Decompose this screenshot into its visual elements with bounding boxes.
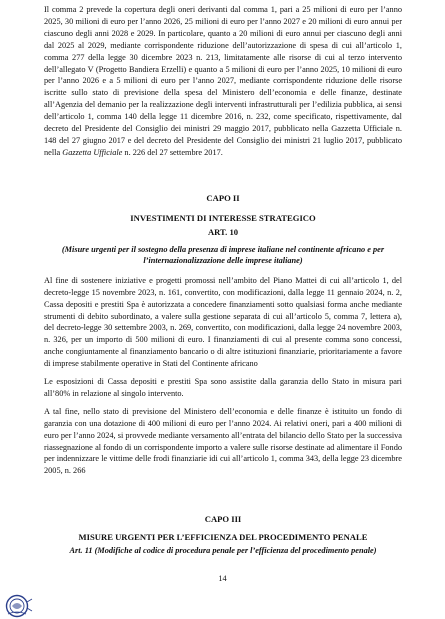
capo-iii-title: MISURE URGENTI PER L’EFFICIENZA DEL PROCEDIMENTO PENALE [78, 532, 368, 543]
capo-ii-title: INVESTIMENTI DI INTERESSE STRATEGICO [130, 212, 316, 223]
page-number: 14 [218, 574, 227, 583]
capo-iii-label: CAPO III [204, 514, 242, 525]
emblem-seal-icon [4, 594, 34, 618]
article-11-heading: Art. 11 (Modifiche al codice di procedura penale per l’efficienza del procedimento penale) [69, 546, 377, 556]
paragraph-piano-mattei: Al fine di sostenere iniziative e progetti promossi nell’ambito del Piano Mattei di cui all’articolo 1, del decreto-legge 15 novembre 2023, n. 161, convertito, con modificazioni, dalla legge 11 gennaio 2024, n. 2, Cassa depositi e prestiti Spa è autorizzata a concedere finanziamenti sotto qualsiasi forma anche mediante strumenti di debito subordinato, a valere sulla gestione separata di cui all’articolo 5, comma 7, lettera a), del decreto-legge 30 settembre 2003, n. 269, convertito, con modificazioni, dalla legge 24 novembre 2003, n. 326, per un importo di 500 milioni di euro. I finanziamenti di cui al presente comma sono concessi, anche congiuntamente al finanziamento bancario o di altre istituzioni finanziarie, prioritariamente a favore di imprese stabilmente operative in Stati del Continente africano [44, 275, 402, 369]
paragraph-text-end: n. 226 del 27 settembre 2017. [122, 147, 223, 157]
page-content [44, 4, 402, 557]
paragraph-copertura-oneri [44, 4, 402, 159]
paragraph-garanzia-stato: Le esposizioni di Cassa depositi e prestiti Spa sono assistite dalla garanzia dello Stato in misura pari all’80% in relazione al singolo intervento. [44, 377, 402, 398]
paragraph-fondo-garanzia: A tal fine, nello stato di previsione del Ministero dell’economia e delle finanze è istituito un fondo di garanzia con una dotazione di 400 milioni di euro per l’anno 2024. Ai relativi oneri, pari a 400 milioni di euro per l’anno 2024, si provvede mediante versamento all’entrata del bilancio dello Stato per la successiva riassegnazione al fondo di un corrispondente importo a valere sulle risorse destinate ad alimentare il Fondo per indennizzare le vittime delle frodi finanziarie idi cui all’articolo 1, comma 343, della legge 23 dicembre 2005, n. 266 [44, 406, 402, 476]
capo-ii-label: CAPO II [206, 192, 240, 203]
article-10-subtitle: (Misure urgenti per il sostegno della presenza di imprese italiane nel continente africano e per l’internazionalizzazione delle imprese italiane) [61, 244, 385, 266]
italic-gazzetta: Gazzetta Ufficiale [62, 147, 123, 157]
paragraph-text: Il comma 2 prevede la copertura degli oneri derivanti dal comma 1, pari a 25 milioni di euro per l’anno 2025, 30 milioni di euro per l’anno 2026, 25 milioni di euro per l’anno 2027 e 20 milioni di euro annui per ciascuno degli anni 2028 e 2029. In particolare, quanto a 20 milioni di euro annui per ciascuno degli anni dal 2025 al 2029, mediante corrispondente riduzione dell’autorizzazione di spesa di cui all’articolo 1, comma 277 della legge 30 dicembre 2023 n. 213, limitatamente alle risorse di cui al terzo intervento dell’allegato V (Progetto Bandiera Erzelli) e quanto a 5 milioni di euro per l’anno 2025, 10 milioni di euro per l’anno 2026 e a 5 milioni di euro per l’anno 2027, mediante corrispondente riduzione delle risorse iscritte sullo stato di previsione della spesa del Ministero dell’economia e delle finanze, destinate all’Agenzia del demanio per la realizzazione degli interventi infrastrutturali per l’edilizia pubblica, ai sensi dell’articolo 1, comma 140 della legge 11 dicembre 2016, n. 232, come specificato, rispettivamente, dal decreto del Presidente del Consiglio dei ministri 29 maggio 2017, pubblicato nella Gazzetta Ufficiale n. 148 del 27 giugno 2017 e del decreto del Presidente del Consiglio dei ministri 21 luglio 2017, pubblicato nella [44, 5, 402, 157]
article-10-heading: ART. 10 [207, 226, 239, 237]
